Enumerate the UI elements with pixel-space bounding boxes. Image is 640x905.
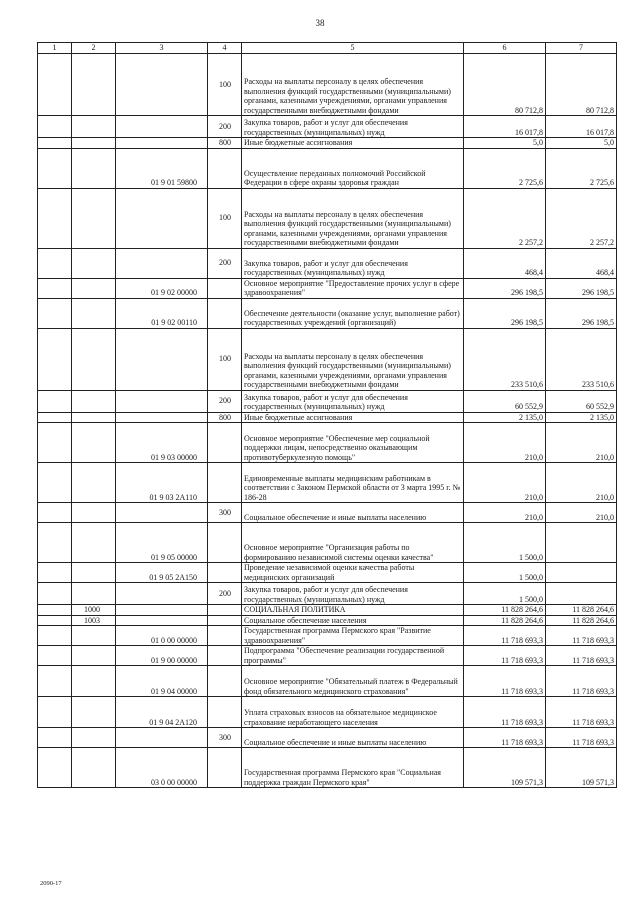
- cell-subsection: [72, 116, 116, 138]
- column-header: 7: [546, 43, 617, 54]
- budget-table: [37, 42, 617, 788]
- cell-section: [38, 583, 72, 605]
- cell-target-article: [116, 138, 208, 149]
- cell-target-article: [116, 54, 208, 116]
- cell-amount-2018: 11 718 693,3: [546, 697, 617, 728]
- cell-section: [38, 328, 72, 390]
- cell-section: [38, 503, 72, 523]
- cell-name: Единовременные выплаты медицинским работникам в соответствии с Законом Пермской области от 3 марта 1995 г. № 186-28: [242, 463, 464, 503]
- table-row: [38, 503, 617, 523]
- cell-target-article: 01 0 00 00000: [116, 626, 208, 646]
- table-row: [38, 626, 617, 646]
- cell-section: [38, 666, 72, 697]
- cell-section: [38, 626, 72, 646]
- column-header: 4: [208, 43, 242, 54]
- cell-expense-type: [208, 697, 242, 728]
- cell-expense-type: [208, 666, 242, 697]
- cell-expense-type: [208, 463, 242, 503]
- table-row: [38, 412, 617, 423]
- cell-name: Расходы на выплаты персоналу в целях обеспечения выполнения функций государственными (муниципальными) органами, казенными учреждениями, органами управления государственными внебюджетными фондами: [242, 54, 464, 116]
- column-header: 2: [72, 43, 116, 54]
- cell-amount-2018: 5,0: [546, 138, 617, 149]
- cell-section: [38, 278, 72, 298]
- cell-amount-2018: 11 828 264,6: [546, 605, 617, 616]
- column-header: 5: [242, 43, 464, 54]
- cell-expense-type: 100: [208, 188, 242, 248]
- table-row: [38, 423, 617, 463]
- cell-expense-type: [208, 646, 242, 666]
- cell-amount-2018: [546, 563, 617, 583]
- cell-amount-2018: 109 571,3: [546, 748, 617, 788]
- cell-amount-2018: 233 510,6: [546, 328, 617, 390]
- cell-target-article: 01 9 00 00000: [116, 646, 208, 666]
- cell-amount-2017: 1 500,0: [464, 563, 546, 583]
- cell-target-article: 01 9 04 00000: [116, 666, 208, 697]
- cell-section: [38, 148, 72, 188]
- cell-target-article: [116, 503, 208, 523]
- cell-subsection: [72, 563, 116, 583]
- cell-subsection: [72, 646, 116, 666]
- cell-name: Государственная программа Пермского края "Социальная поддержка граждан Пермского края": [242, 748, 464, 788]
- cell-expense-type: 100: [208, 328, 242, 390]
- table-row: [38, 54, 617, 116]
- cell-target-article: 01 9 05 2А150: [116, 563, 208, 583]
- cell-target-article: [116, 328, 208, 390]
- cell-name: Социальное обеспечение и иные выплаты населению: [242, 503, 464, 523]
- cell-expense-type: [208, 615, 242, 626]
- cell-expense-type: [208, 423, 242, 463]
- table-row: [38, 666, 617, 697]
- cell-section: [38, 748, 72, 788]
- table-row: [38, 188, 617, 248]
- cell-name: Подпрограмма "Обеспечение реализации государственной программы": [242, 646, 464, 666]
- cell-expense-type: [208, 626, 242, 646]
- cell-amount-2017: 233 510,6: [464, 328, 546, 390]
- cell-subsection: 1000: [72, 605, 116, 616]
- cell-name: Основное мероприятие "Организация работы по формированию независимой системы оценки качества": [242, 523, 464, 563]
- cell-amount-2018: 210,0: [546, 503, 617, 523]
- cell-expense-type: 200: [208, 390, 242, 412]
- document-code: 2090-17: [40, 880, 62, 887]
- cell-name: Основное мероприятие "Обеспечение мер социальной поддержки лицам, непосредственно оказывающим противотуберкулезную помощь": [242, 423, 464, 463]
- cell-expense-type: [208, 605, 242, 616]
- cell-amount-2018: 2 135,0: [546, 412, 617, 423]
- cell-subsection: [72, 328, 116, 390]
- cell-target-article: 01 9 01 59800: [116, 148, 208, 188]
- cell-amount-2018: 11 718 693,3: [546, 626, 617, 646]
- cell-amount-2018: 80 712,8: [546, 54, 617, 116]
- cell-subsection: [72, 697, 116, 728]
- cell-subsection: [72, 148, 116, 188]
- cell-target-article: [116, 188, 208, 248]
- table-row: [38, 248, 617, 278]
- table-row: [38, 328, 617, 390]
- cell-amount-2017: 1 500,0: [464, 523, 546, 563]
- cell-amount-2017: 296 198,5: [464, 298, 546, 328]
- cell-name: Закупка товаров, работ и услуг для обеспечения государственных (муниципальных) нужд: [242, 248, 464, 278]
- cell-subsection: [72, 188, 116, 248]
- table-row: [38, 463, 617, 503]
- cell-amount-2017: 5,0: [464, 138, 546, 149]
- cell-expense-type: 100: [208, 54, 242, 116]
- cell-section: [38, 728, 72, 748]
- cell-name: Социальное обеспечение и иные выплаты населению: [242, 728, 464, 748]
- cell-expense-type: [208, 748, 242, 788]
- cell-target-article: 03 0 00 00000: [116, 748, 208, 788]
- table-header-row: [38, 43, 617, 54]
- cell-section: [38, 423, 72, 463]
- cell-section: [38, 298, 72, 328]
- cell-subsection: [72, 626, 116, 646]
- cell-section: [38, 697, 72, 728]
- cell-amount-2017: 210,0: [464, 463, 546, 503]
- cell-expense-type: [208, 563, 242, 583]
- cell-amount-2018: 16 017,8: [546, 116, 617, 138]
- cell-amount-2017: 2 135,0: [464, 412, 546, 423]
- cell-target-article: [116, 728, 208, 748]
- page-number: 38: [315, 18, 325, 28]
- cell-section: [38, 463, 72, 503]
- table-row: [38, 116, 617, 138]
- cell-amount-2017: 210,0: [464, 423, 546, 463]
- cell-expense-type: [208, 298, 242, 328]
- table-row: [38, 748, 617, 788]
- cell-subsection: [72, 666, 116, 697]
- table-row: [38, 563, 617, 583]
- cell-expense-type: 300: [208, 728, 242, 748]
- cell-name: Расходы на выплаты персоналу в целях обеспечения выполнения функций государственными (муниципальными) органами, казенными учреждениями, органами управления государственными внебюджетными фондами: [242, 188, 464, 248]
- cell-amount-2017: 16 017,8: [464, 116, 546, 138]
- cell-name: Осуществление переданных полномочий Российской Федерации в сфере охраны здоровья граждан: [242, 148, 464, 188]
- cell-section: [38, 523, 72, 563]
- cell-section: [38, 390, 72, 412]
- cell-amount-2018: 210,0: [546, 463, 617, 503]
- cell-expense-type: [208, 278, 242, 298]
- cell-amount-2018: 60 552,9: [546, 390, 617, 412]
- cell-expense-type: [208, 523, 242, 563]
- cell-target-article: [116, 116, 208, 138]
- cell-target-article: 01 9 02 00000: [116, 278, 208, 298]
- cell-section: [38, 615, 72, 626]
- cell-section: [38, 138, 72, 149]
- column-header: 6: [464, 43, 546, 54]
- cell-subsection: 1003: [72, 615, 116, 626]
- cell-section: [38, 605, 72, 616]
- cell-amount-2018: 296 198,5: [546, 278, 617, 298]
- cell-name: Иные бюджетные ассигнования: [242, 138, 464, 149]
- cell-subsection: [72, 248, 116, 278]
- cell-subsection: [72, 412, 116, 423]
- cell-amount-2017: 11 718 693,3: [464, 646, 546, 666]
- cell-expense-type: 300: [208, 503, 242, 523]
- cell-name: СОЦИАЛЬНАЯ ПОЛИТИКА: [242, 605, 464, 616]
- cell-target-article: 01 9 02 00110: [116, 298, 208, 328]
- table-row: [38, 148, 617, 188]
- cell-amount-2018: 11 718 693,3: [546, 646, 617, 666]
- cell-amount-2017: 11 718 693,3: [464, 626, 546, 646]
- cell-amount-2017: 2 725,6: [464, 148, 546, 188]
- cell-target-article: [116, 583, 208, 605]
- cell-section: [38, 248, 72, 278]
- table-row: [38, 298, 617, 328]
- cell-subsection: [72, 278, 116, 298]
- cell-subsection: [72, 523, 116, 563]
- cell-section: [38, 188, 72, 248]
- cell-amount-2017: 2 257,2: [464, 188, 546, 248]
- cell-name: Социальное обеспечение населения: [242, 615, 464, 626]
- cell-amount-2018: 11 828 264,6: [546, 615, 617, 626]
- cell-target-article: 01 9 04 2А120: [116, 697, 208, 728]
- cell-name: Основное мероприятие "Обязательный платеж в Федеральный фонд обязательного медицинского страхования": [242, 666, 464, 697]
- cell-amount-2018: 468,4: [546, 248, 617, 278]
- cell-section: [38, 116, 72, 138]
- cell-amount-2018: 210,0: [546, 423, 617, 463]
- cell-subsection: [72, 503, 116, 523]
- cell-expense-type: 800: [208, 138, 242, 149]
- cell-name: Проведение независимой оценки качества работы медицинских организаций: [242, 563, 464, 583]
- cell-name: Иные бюджетные ассигнования: [242, 412, 464, 423]
- cell-name: Расходы на выплаты персоналу в целях обеспечения выполнения функций государственными (муниципальными) органами, казенными учреждениями, органами управления государственными внебюджетными фондами: [242, 328, 464, 390]
- cell-amount-2018: 11 718 693,3: [546, 728, 617, 748]
- cell-expense-type: 200: [208, 248, 242, 278]
- cell-subsection: [72, 728, 116, 748]
- cell-amount-2017: 468,4: [464, 248, 546, 278]
- cell-name: Закупка товаров, работ и услуг для обеспечения государственных (муниципальных) нужд: [242, 583, 464, 605]
- cell-subsection: [72, 463, 116, 503]
- cell-amount-2017: 11 718 693,3: [464, 728, 546, 748]
- cell-expense-type: 200: [208, 583, 242, 605]
- cell-name: Основное мероприятие "Предоставление прочих услуг в сфере здравоохранения": [242, 278, 464, 298]
- cell-name: Закупка товаров, работ и услуг для обеспечения государственных (муниципальных) нужд: [242, 390, 464, 412]
- table-row: [38, 615, 617, 626]
- cell-subsection: [72, 54, 116, 116]
- cell-name: Закупка товаров, работ и услуг для обеспечения государственных (муниципальных) нужд: [242, 116, 464, 138]
- cell-amount-2017: 11 828 264,6: [464, 605, 546, 616]
- cell-target-article: 01 9 05 00000: [116, 523, 208, 563]
- cell-subsection: [72, 390, 116, 412]
- table-row: [38, 390, 617, 412]
- cell-amount-2017: 109 571,3: [464, 748, 546, 788]
- table-row: [38, 697, 617, 728]
- cell-target-article: [116, 605, 208, 616]
- table-row: [38, 605, 617, 616]
- cell-target-article: [116, 390, 208, 412]
- table-row: [38, 138, 617, 149]
- cell-subsection: [72, 298, 116, 328]
- cell-amount-2018: 11 718 693,3: [546, 666, 617, 697]
- cell-subsection: [72, 138, 116, 149]
- cell-subsection: [72, 583, 116, 605]
- cell-name: Обеспечение деятельности (оказание услуг, выполнение работ) государственных учреждений (организаций): [242, 298, 464, 328]
- cell-subsection: [72, 423, 116, 463]
- cell-amount-2017: 296 198,5: [464, 278, 546, 298]
- cell-target-article: [116, 248, 208, 278]
- cell-target-article: 01 9 03 2А110: [116, 463, 208, 503]
- table-row: [38, 523, 617, 563]
- cell-amount-2018: [546, 523, 617, 563]
- cell-amount-2017: 11 828 264,6: [464, 615, 546, 626]
- cell-amount-2017: 80 712,8: [464, 54, 546, 116]
- cell-amount-2017: 210,0: [464, 503, 546, 523]
- cell-target-article: 01 9 03 00000: [116, 423, 208, 463]
- cell-amount-2017: 11 718 693,3: [464, 697, 546, 728]
- cell-section: [38, 54, 72, 116]
- table-row: [38, 728, 617, 748]
- cell-expense-type: 800: [208, 412, 242, 423]
- cell-target-article: [116, 615, 208, 626]
- cell-section: [38, 646, 72, 666]
- cell-name: Уплата страховых взносов на обязательное медицинское страхование неработающего населения: [242, 697, 464, 728]
- cell-section: [38, 412, 72, 423]
- cell-name: Государственная программа Пермского края "Развитие здравоохранения": [242, 626, 464, 646]
- cell-amount-2017: 60 552,9: [464, 390, 546, 412]
- cell-amount-2018: [546, 583, 617, 605]
- cell-amount-2018: 296 198,5: [546, 298, 617, 328]
- column-header: 3: [116, 43, 208, 54]
- cell-amount-2018: 2 257,2: [546, 188, 617, 248]
- table-row: [38, 646, 617, 666]
- column-header: 1: [38, 43, 72, 54]
- cell-section: [38, 563, 72, 583]
- table-row: [38, 583, 617, 605]
- table-row: [38, 278, 617, 298]
- cell-subsection: [72, 748, 116, 788]
- cell-amount-2017: 1 500,0: [464, 583, 546, 605]
- cell-expense-type: 200: [208, 116, 242, 138]
- cell-expense-type: [208, 148, 242, 188]
- cell-amount-2018: 2 725,6: [546, 148, 617, 188]
- cell-target-article: [116, 412, 208, 423]
- cell-amount-2017: 11 718 693,3: [464, 666, 546, 697]
